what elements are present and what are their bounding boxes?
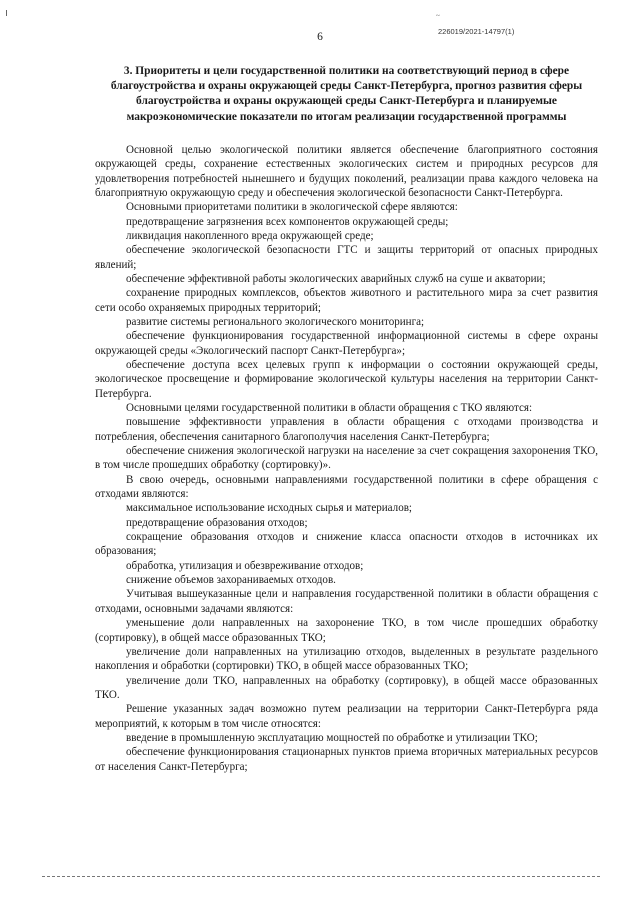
paragraph: Основными приоритетами политики в экологической сфере являются:	[126, 201, 458, 214]
paragraph: введение в промышленную эксплуатацию мощностей по обработке и утилизации ТКО;	[126, 731, 538, 744]
paragraph: Основной целью экологической политики является обеспечение благоприятного состояния окружающей среды, сохранение естественных экологических систем и природных ресурсов для удовлетворения потребностей нынешнего и будущих поколений, реализации права каждого человека на благоприятную окружающую среду и обеспечения экологической безопасности Санкт-Петербурга.	[95, 143, 598, 199]
paragraph: развитие системы регионального экологического мониторинга;	[126, 315, 425, 328]
paragraph: обеспечение снижения экологической нагрузки на население за счет сокращения захоронения ТКО, в том числе прошедших обработку (сортировку)».	[95, 445, 598, 472]
page-edge-line	[42, 876, 600, 877]
document-body	[95, 64, 598, 774]
paragraph: обеспечение функционирования стационарных пунктов приема вторичных материальных ресурсов от населения Санкт-Петербурга;	[95, 746, 598, 773]
paragraph: В свою очередь, основными направлениями государственной политики в сфере обращения с отходами являются:	[95, 473, 598, 501]
paragraph: уменьшение доли направленных на захоронение ТКО, в том числе прошедших обработку (сортировку), в общей массе образованных ТКО;	[95, 617, 598, 644]
page-number: 6	[317, 31, 323, 43]
paragraph: увеличение доли направленных на утилизацию отходов, выделенных в результате раздельного накопления и обработки (сортировки) ТКО, в общей массе образованных ТКО;	[95, 645, 598, 673]
paragraph: обеспечение эффективной работы экологических аварийных служб на суше и акватории;	[126, 272, 546, 285]
paragraph: Учитывая вышеуказанные цели и направления государственной политики в области обращения с отходами, основными задачами являются:	[95, 588, 598, 615]
paragraph: предотвращение загрязнения всех компонентов окружающей среды;	[126, 215, 449, 228]
paragraph: увеличение доли ТКО, направленных на обработку (сортировку), в общей массе образованных ТКО.	[95, 674, 598, 701]
paragraph: обеспечение функционирования государственной информационной системы в сфере охраны окружающей среды «Экологический паспорт Санкт-Петербурга»;	[95, 330, 598, 357]
paragraph: обработка, утилизация и обезвреживание отходов;	[126, 559, 364, 572]
paragraph: снижение объемов захораниваемых отходов.	[126, 574, 336, 587]
header-mark: ~	[436, 12, 440, 20]
paragraph: ликвидация накопленного вреда окружающей среде;	[126, 229, 374, 242]
paragraph: обеспечение экологической безопасности ГТС и защиты территорий от опасных природных явлений;	[95, 244, 598, 271]
paragraph: сохранение природных комплексов, объектов животного и растительного мира за счет развития сети особо охраняемых природных территорий;	[95, 287, 598, 314]
scan-mark	[6, 10, 7, 16]
paragraph: обеспечение доступа всех целевых групп к информации о состоянии окружающей среды, экологическое просвещение и формирование экологической культуры населения на территории Санкт-Петербурга.	[95, 358, 598, 400]
section-heading: 3. Приоритеты и цели государственной политики на соответствующий период в сфере благоустройства и охраны окружающей среды Санкт-Петербурга, прогноз развития сферы благоустройства и охраны окружающей среды Санкт-Петербурга и планируемые макроэкономические показатели по итогам реализации государственной программы	[110, 65, 583, 123]
paragraph: Основными целями государственной политики в области обращения с ТКО являются:	[126, 402, 533, 414]
paragraph: Решение указанных задач возможно путем реализации на территории Санкт-Петербурга ряда мероприятий, к которым в том числе относятся:	[95, 703, 598, 730]
paragraph: сокращение образования отходов и снижение класса опасности отходов в источниках их образования;	[95, 531, 598, 558]
paragraph: предотвращение образования отходов;	[126, 516, 308, 529]
paragraph: повышение эффективности управления в области обращения с отходами производства и потребления, обеспечения санитарного благополучия населения Санкт-Петербурга;	[95, 416, 598, 443]
paragraph: максимальное использование исходных сырья и материалов;	[126, 502, 413, 515]
document-id: 226019/2021-14797(1)	[438, 27, 515, 36]
